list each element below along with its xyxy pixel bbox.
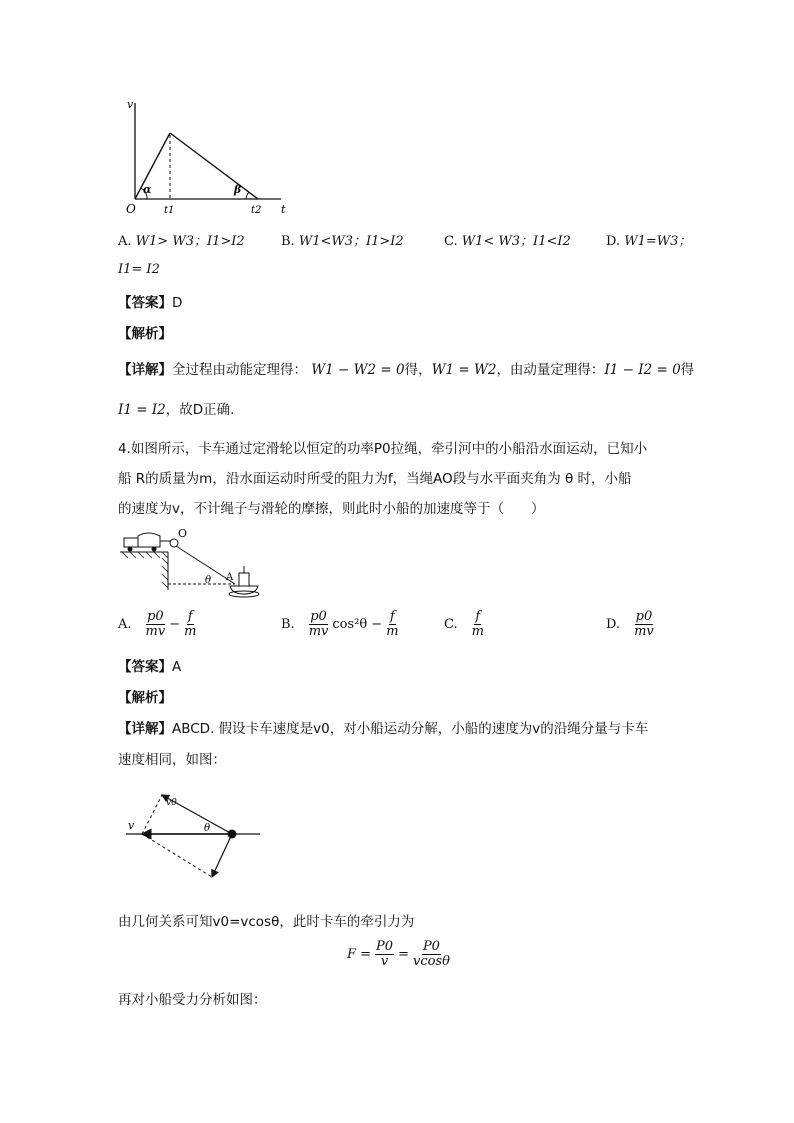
q4-option-a — [118, 610, 196, 638]
origin-label: O — [126, 202, 136, 216]
q3-option-c-letter: C. — [444, 234, 458, 249]
q3-option-b-letter: B. — [281, 234, 295, 249]
q4-answer-label: 【答案】 — [118, 659, 172, 675]
vt-graph — [118, 95, 298, 220]
q3-detail-b: 得， — [404, 362, 432, 378]
q4-option-d-den: mv — [634, 623, 654, 639]
q4-option-d — [606, 610, 654, 638]
q4-geometry-line: 由几何关系可知v0=vcosθ，此时卡车的牵引力为 — [118, 914, 415, 930]
q4-option-b-den1: mv — [308, 623, 329, 639]
boat-icon — [229, 566, 259, 597]
v-label: v — [127, 98, 134, 111]
q3-detail-c: ，由动量定理得： — [496, 362, 605, 378]
q4-option-a-frac2 — [184, 610, 196, 638]
theta-label: θ — [204, 823, 211, 834]
q4-option-a-num2: f — [187, 609, 193, 624]
q3-option-d-cont: I1= I2 — [118, 262, 160, 277]
q4-stem-line3: 的速度为v，不计绳子与滑轮的摩擦，则此时小船的加速度等于（ ） — [118, 501, 545, 517]
q3-option-b — [281, 230, 404, 249]
dashed-guide-1 — [142, 795, 162, 834]
q3-option-a — [118, 230, 245, 249]
q4-detail-line1 — [118, 717, 648, 737]
v-label: v — [128, 819, 135, 832]
q4-option-d-letter: D. — [606, 616, 621, 632]
velocity-perp-arrow — [212, 834, 232, 877]
q4-option-b-mid: cos²θ − — [332, 616, 383, 632]
formula-num2: P0 — [422, 939, 440, 954]
formula-num1: P0 — [376, 939, 394, 954]
boat-point — [228, 830, 237, 839]
q3-detail-d: 得 — [680, 362, 695, 378]
dashed-guide-2 — [142, 834, 212, 877]
force-formula — [347, 940, 450, 968]
q4-option-c — [444, 610, 484, 638]
q4-option-d-num: p0 — [635, 609, 653, 624]
theta-label: θ — [205, 575, 212, 586]
q4-option-b-den2: m — [386, 623, 399, 639]
q4-option-c-letter: C. — [444, 616, 458, 632]
q4-option-d-frac — [634, 610, 654, 638]
q3-option-c-text: W1< W3；I1<I2 — [461, 234, 571, 249]
q4-option-b — [281, 610, 399, 638]
q3-option-a-letter: A. — [118, 234, 132, 249]
q3-answer-label: 【答案】 — [118, 295, 172, 311]
q4-detail-line2: 速度相同，如图： — [118, 752, 226, 768]
q4-last-line: 再对小船受力分析如图： — [118, 992, 267, 1008]
beta-arc — [246, 192, 249, 199]
q4-option-a-den1: mv — [145, 623, 166, 639]
q4-option-b-num2: f — [389, 609, 395, 624]
q4-option-a-num1: p0 — [147, 609, 164, 624]
q3-option-d-letter: D. — [606, 234, 621, 249]
formula-frac1 — [375, 940, 394, 968]
q3-option-b-text: W1<W3；I1>I2 — [298, 234, 404, 249]
q3-option-d — [606, 230, 691, 249]
t2-label: t2 — [251, 205, 262, 216]
q3-eq1: W1 − W2 = 0 — [311, 362, 405, 378]
q4-detail-label: 【详解】 — [118, 721, 172, 737]
q4-stem-line1: 4.如图所示，卡车通过定滑轮以恒定的功率P0拉绳，牵引河中的小船沿水面运动，已知小 — [118, 441, 648, 457]
v0-label: v0 — [166, 798, 177, 808]
q4-answer-value: A — [172, 659, 182, 675]
t1-label: t1 — [164, 205, 175, 216]
formula-den2: vcosθ — [412, 953, 450, 969]
q4-option-a-letter: A. — [118, 616, 132, 632]
q4-option-c-num: f — [475, 609, 481, 624]
velocity-decomposition-figure — [118, 785, 268, 885]
formula-den1: v — [380, 953, 389, 969]
q4-answer — [118, 655, 181, 675]
formula-lhs: F = — [347, 946, 372, 962]
q3-detail-line1 — [118, 358, 694, 378]
beta-label: β — [234, 183, 242, 196]
point-a-label: A — [226, 572, 234, 583]
formula-frac2 — [413, 940, 450, 968]
q4-option-c-frac — [472, 610, 484, 638]
q3-detail-line2 — [118, 398, 234, 418]
q4-option-c-den: m — [471, 623, 484, 639]
q4-option-a-den2: m — [184, 623, 197, 639]
alpha-label: α — [143, 183, 152, 196]
truck-boat-figure — [118, 528, 268, 608]
q4-analysis-label: 【解析】 — [118, 690, 172, 706]
truck-icon — [124, 533, 160, 552]
q4-option-b-num1: p0 — [310, 609, 327, 624]
fall-line — [170, 133, 258, 199]
q4-option-a-frac1 — [146, 610, 166, 638]
q3-option-d-text: W1=W3； — [624, 234, 692, 249]
q4-option-b-frac1 — [309, 610, 329, 638]
q3-eq4: I1 = I2 — [118, 402, 166, 418]
q3-analysis-label: 【解析】 — [118, 326, 172, 342]
q4-detail-text: ABCD. 假设卡车速度是v0，对小船运动分解，小船的速度为v的沿绳分量与卡车 — [172, 721, 649, 737]
t-label: t — [281, 203, 286, 216]
q4-option-b-letter: B. — [281, 616, 295, 632]
q3-detail-label: 【详解】 — [118, 362, 172, 378]
q3-option-a-text: W1> W3；I1>I2 — [135, 234, 245, 249]
formula-eq: = — [398, 946, 409, 962]
q3-option-c — [444, 230, 571, 249]
rise-line — [135, 133, 170, 199]
q3-answer-value: D — [172, 295, 183, 311]
q3-detail-a: 全过程由动能定理得： — [172, 362, 307, 378]
q4-option-a-op: − — [169, 616, 181, 632]
q3-answer — [118, 291, 182, 311]
q4-option-b-frac2 — [386, 610, 398, 638]
q4-stem-line2: 船 R的质量为m，沿水面运动时所受的阻力为f，当绳AO段与水平面夹角为 θ 时，小船 — [118, 471, 632, 487]
q3-eq3: I1 − I2 = 0 — [604, 362, 681, 378]
pulley-label: O — [178, 528, 188, 540]
pulley-icon — [170, 539, 178, 547]
cliff-hatch — [122, 552, 168, 588]
q3-detail-e: ，故D正确. — [165, 402, 235, 418]
q3-eq2: W1 = W2 — [431, 362, 497, 378]
